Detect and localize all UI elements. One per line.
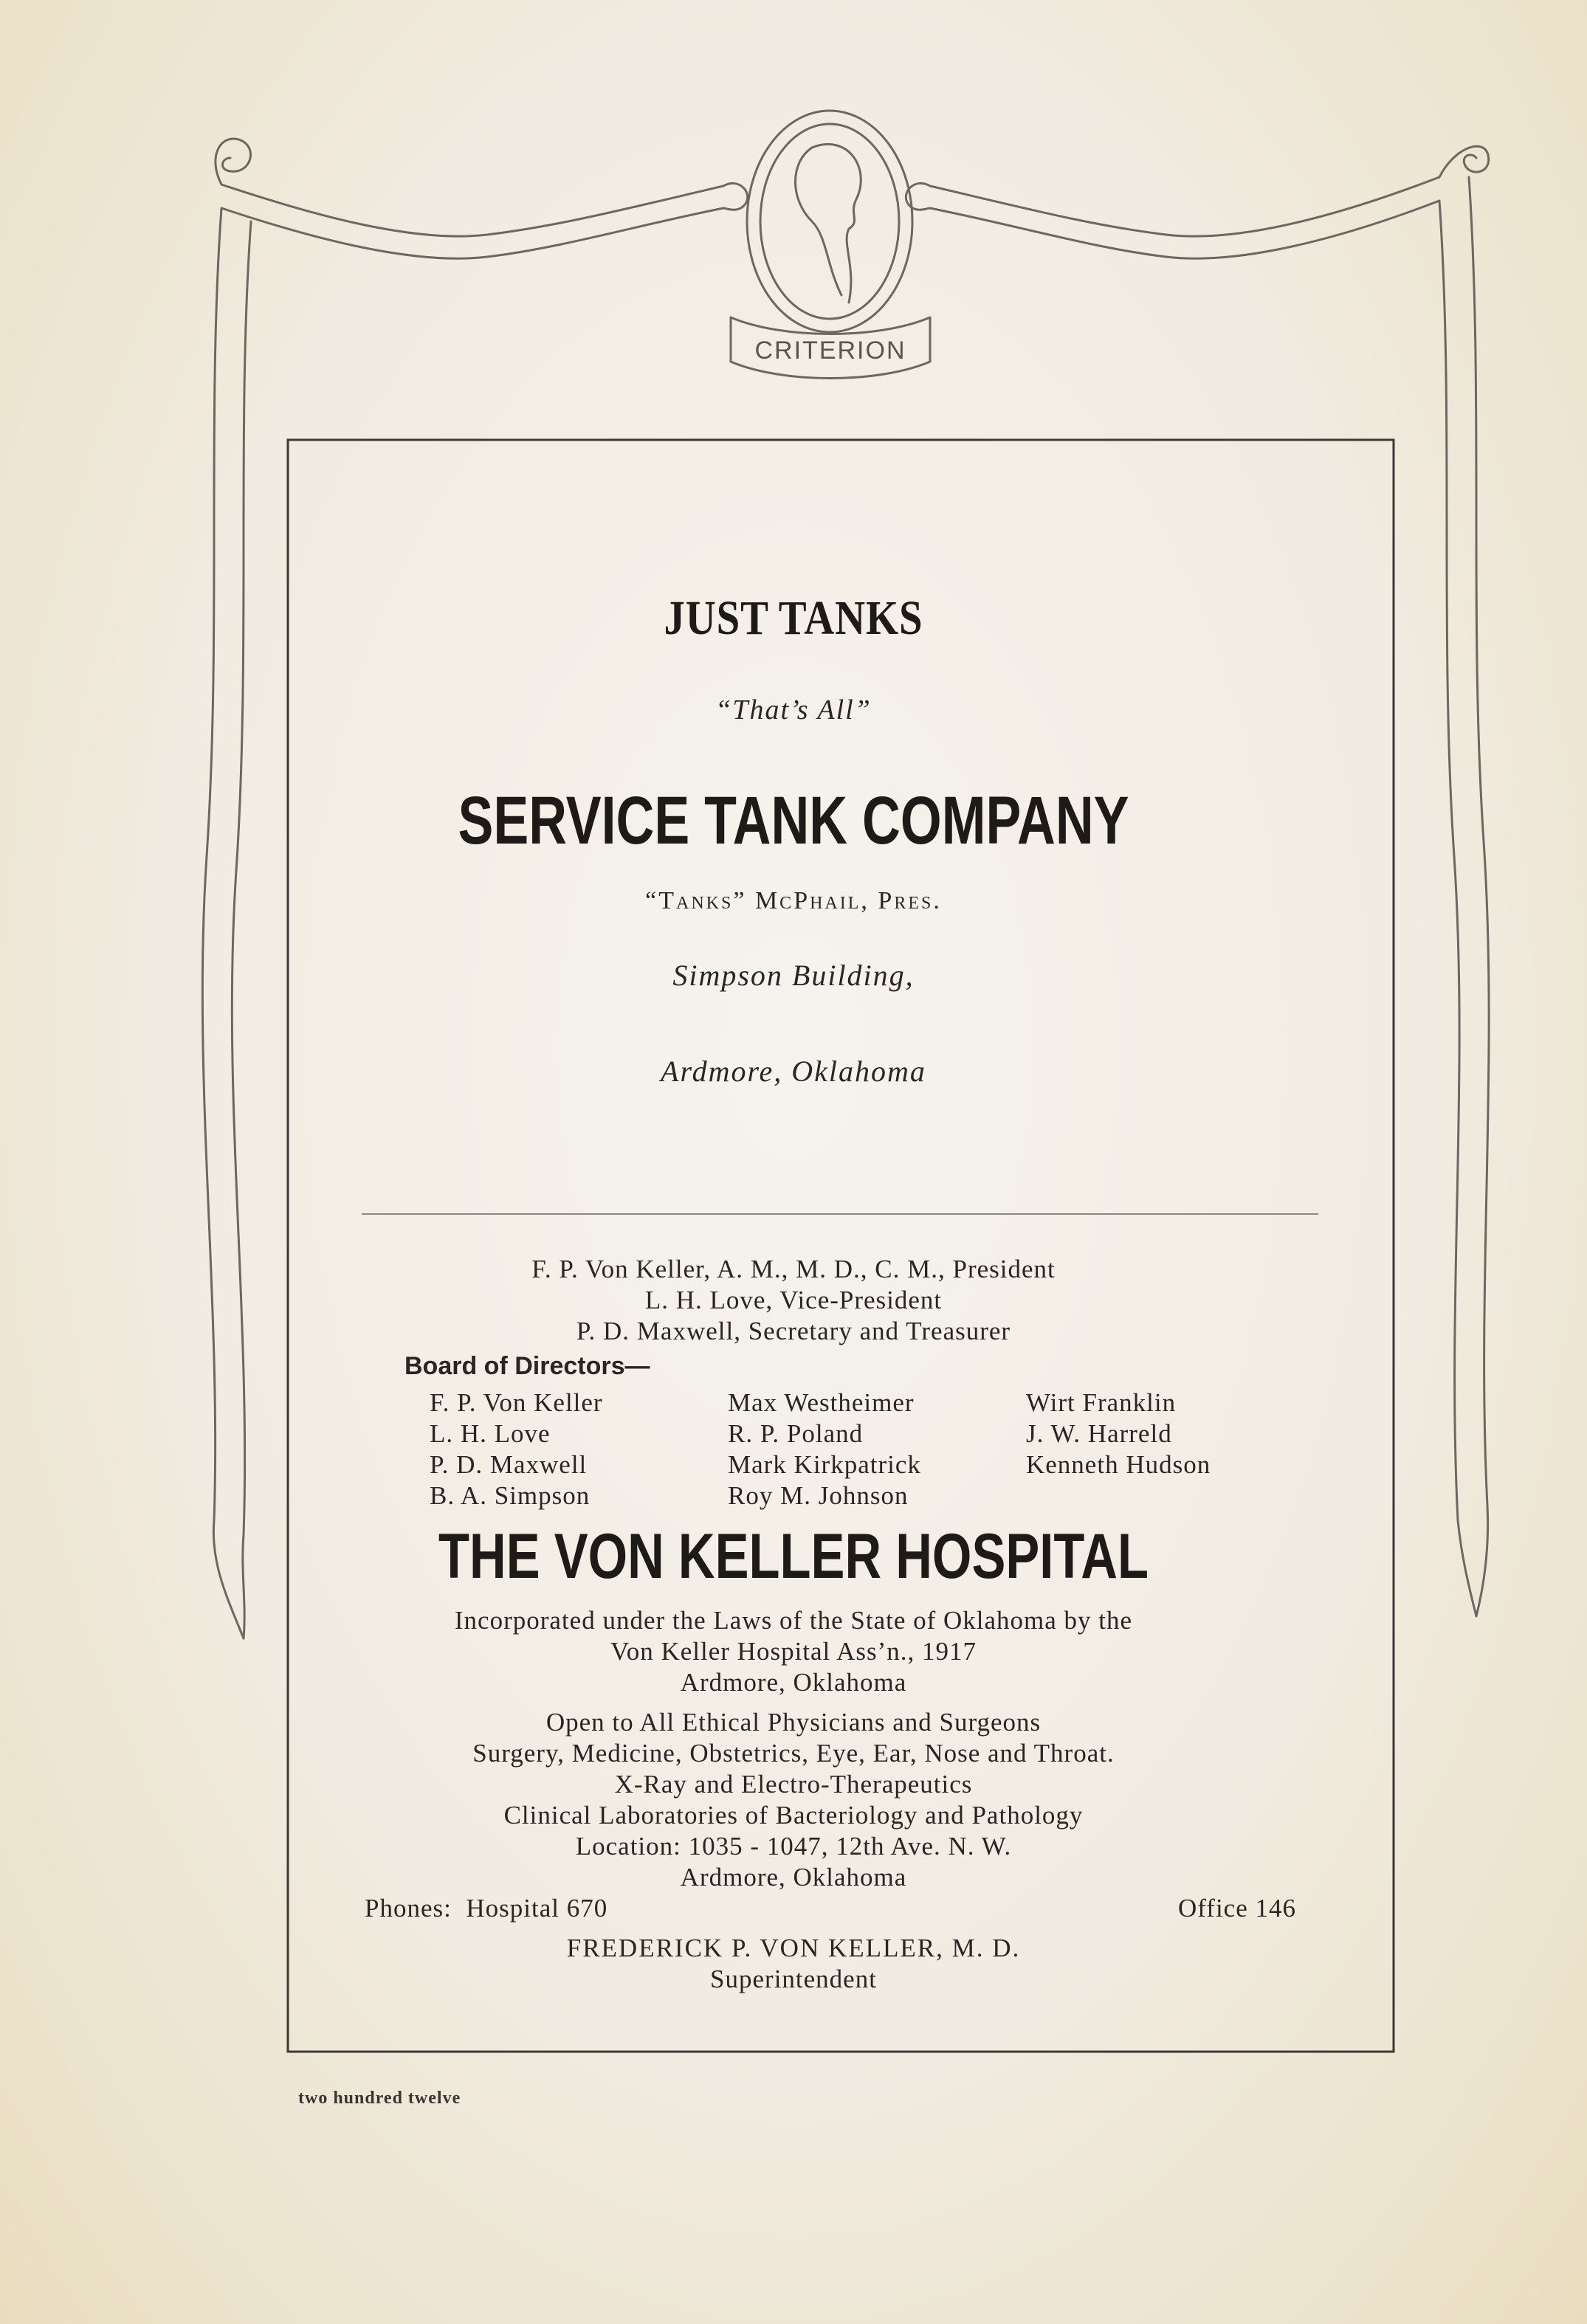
- phone-office: Office 146: [1178, 1894, 1296, 1923]
- scroll-hook-left: [723, 183, 748, 210]
- crest-banner-text: CRITERION: [754, 337, 906, 365]
- board-member: P. D. Maxwell: [430, 1450, 588, 1479]
- ad-tagline: “That’s All”: [715, 694, 872, 725]
- board-member: R. P. Poland: [728, 1419, 864, 1448]
- board-member: F. P. Von Keller: [430, 1388, 603, 1417]
- board-member: Wirt Franklin: [1026, 1388, 1177, 1417]
- board-member: B. A. Simpson: [430, 1481, 591, 1510]
- company-building: Simpson Building,: [672, 959, 915, 992]
- officer-secretary: P. D. Maxwell, Secretary and Treasurer: [576, 1317, 1011, 1345]
- ribbon-left: [221, 185, 723, 236]
- board-heading: Board of Directors—: [405, 1352, 650, 1380]
- board-column-1: [430, 1387, 603, 1511]
- company-president: “Tanks” McPhail, Pres.: [645, 887, 942, 914]
- phone-hospital: Hospital 670: [466, 1894, 608, 1923]
- phones-hospital: [365, 1894, 607, 1923]
- scroll-curl-left: [216, 139, 251, 185]
- board-column-2: [728, 1387, 921, 1511]
- board-member: Roy M. Johnson: [728, 1481, 909, 1510]
- section-divider: [362, 1213, 1318, 1215]
- board-column-3: [1026, 1387, 1211, 1480]
- phones-label: Phones:: [365, 1894, 452, 1923]
- service-line: Open to All Ethical Physicians and Surgeons: [545, 1708, 1042, 1737]
- board-member: Max Westheimer: [728, 1388, 915, 1417]
- company-city: Ardmore, Oklahoma: [661, 1055, 926, 1088]
- incorporation-line: Von Keller Hospital Ass’n., 1917: [610, 1637, 977, 1666]
- hospital-location: Location: 1035 - 1047, 12th Ave. N. W.: [575, 1832, 1012, 1861]
- ribbon-right-lower: [930, 201, 1439, 258]
- officer-president: F. P. Von Keller, A. M., M. D., C. M., President: [531, 1255, 1056, 1283]
- hospital-name: THE VON KELLER HOSPITAL: [438, 1521, 1149, 1592]
- cameo-hair: [796, 148, 842, 295]
- cameo-oval-inner: [760, 124, 899, 319]
- board-member: Kenneth Hudson: [1026, 1450, 1211, 1479]
- board-member: Mark Kirkpatrick: [728, 1450, 921, 1479]
- officer-vice-president: L. H. Love, Vice-President: [644, 1286, 943, 1314]
- incorporation-line: Ardmore, Oklahoma: [680, 1668, 907, 1697]
- company-name: SERVICE TANK COMPANY: [458, 783, 1129, 858]
- service-line: Clinical Laboratories of Bacteriology and Pathology: [503, 1801, 1084, 1830]
- hospital-city: Ardmore, Oklahoma: [680, 1863, 907, 1892]
- service-line: Surgery, Medicine, Obstetrics, Eye, Ear, Nose and Throat.: [472, 1739, 1115, 1768]
- page-number: two hundred twelve: [298, 2089, 461, 2108]
- incorporation-line: Incorporated under the Laws of the State of Oklahoma by the: [454, 1606, 1133, 1635]
- board-member: L. H. Love: [430, 1419, 551, 1448]
- ribbon-hang-left-outer: [202, 208, 244, 1638]
- ad-headline: JUST TANKS: [664, 591, 923, 645]
- ribbon-left-lower: [221, 208, 723, 258]
- scroll-curl-right: [1439, 146, 1489, 177]
- service-line: X-Ray and Electro-Therapeutics: [614, 1770, 973, 1799]
- superintendent-name: FREDERICK P. VON KELLER, M. D.: [566, 1934, 1021, 1962]
- superintendent-title: Superintendent: [710, 1965, 877, 1993]
- cameo-profile: [812, 144, 861, 303]
- ribbon-hang-left-inner: [232, 221, 251, 1638]
- board-member: J. W. Harreld: [1026, 1419, 1172, 1448]
